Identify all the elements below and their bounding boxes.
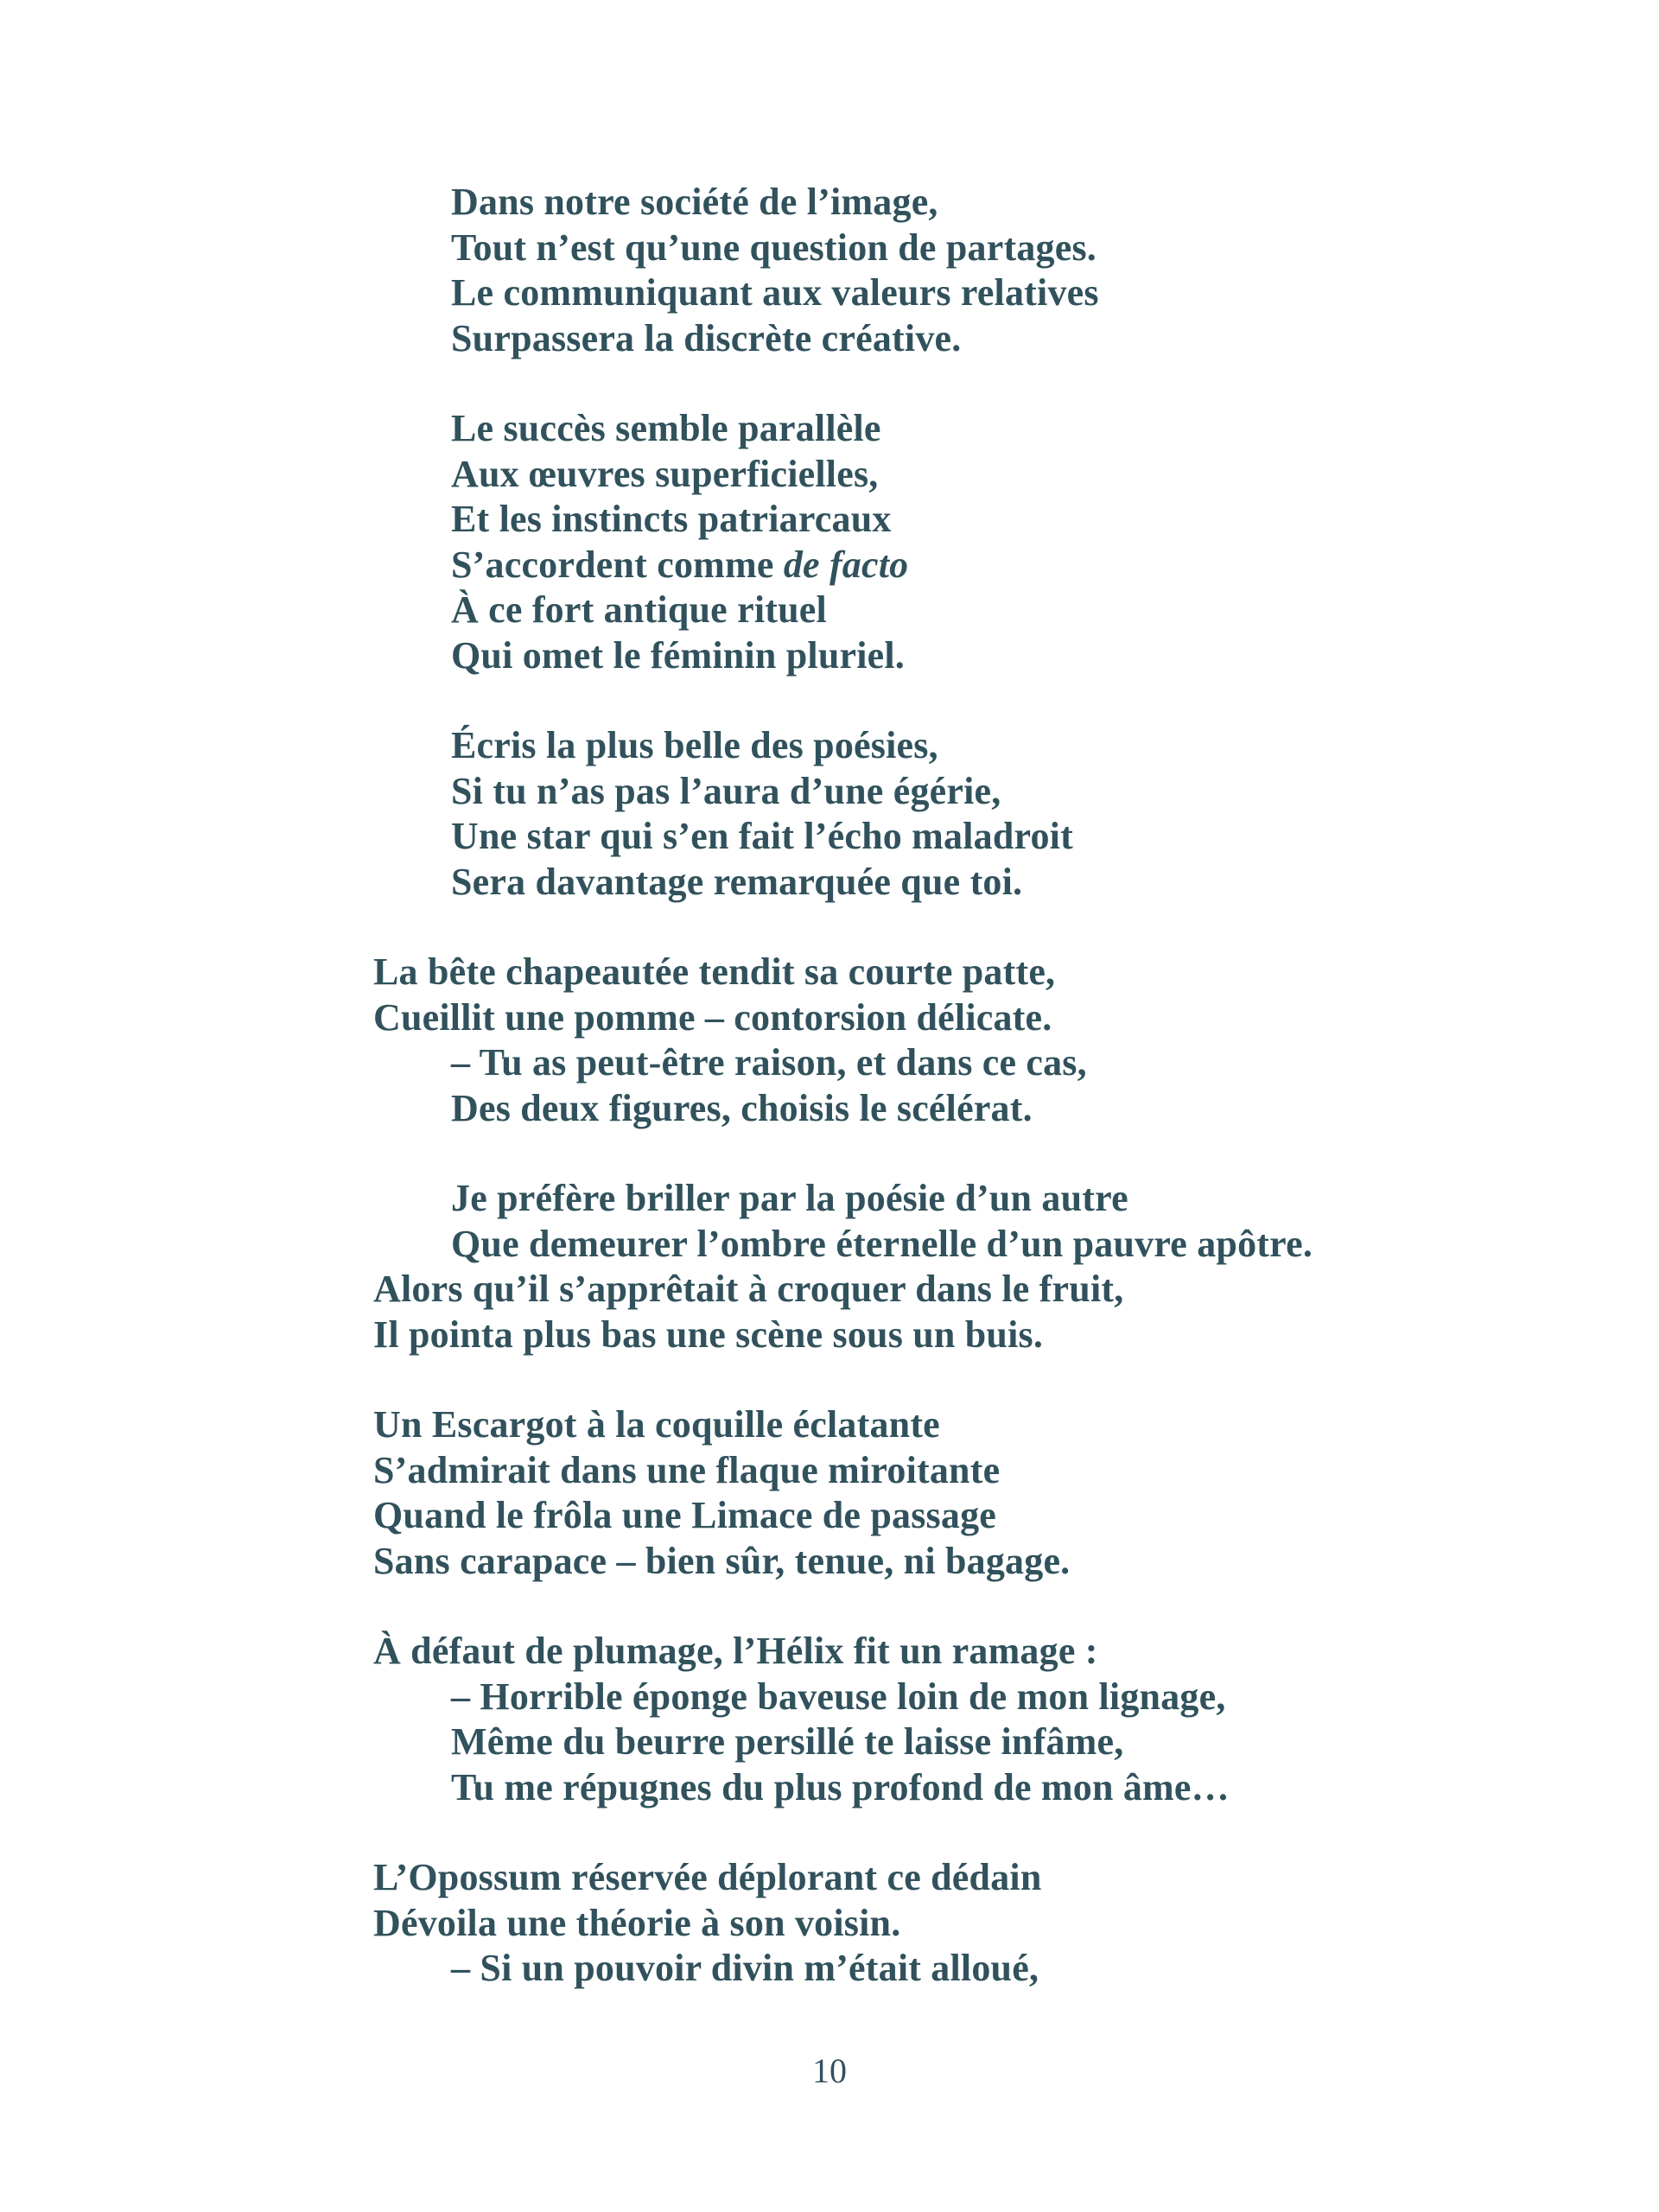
poem-line: [373, 316, 1531, 362]
poem-line-text: Il pointa plus bas une scène sous un buis.: [373, 1313, 1044, 1356]
poem-line-text: Alors qu’il s’apprêtait à croquer dans le fruit,: [373, 1268, 1124, 1310]
stanza: [373, 180, 1531, 361]
stanza: [373, 1176, 1531, 1357]
poem-line: [373, 1086, 1531, 1132]
poem-line: [373, 860, 1531, 906]
poem-line: [373, 452, 1531, 498]
poem-line-text: Qui omet le féminin pluriel.: [451, 633, 906, 677]
poem-line-italic: de facto: [783, 543, 909, 586]
poem-line: [373, 1719, 1531, 1765]
poem-line-text: Cueillit une pomme – contorsion délicate.: [373, 995, 1052, 1039]
poem-line-text: Sans carapace – bien sûr, tenue, ni bagage.: [373, 1539, 1071, 1582]
poem-line-text: Un Escargot à la coquille éclatante: [373, 1403, 940, 1446]
poem-line: [373, 723, 1531, 769]
poem-line: [373, 814, 1531, 860]
poem-line-text: Que demeurer l’ombre éternelle d’un pauvre apôtre.: [451, 1222, 1313, 1265]
poem-line-text: – Horrible éponge baveuse loin de mon lignage,: [451, 1675, 1226, 1718]
poem-line-text: Écris la plus belle des poésies,: [451, 724, 938, 766]
poem-line-text: La bête chapeautée tendit sa courte patte,: [373, 950, 1056, 993]
poem-line-text: S’admirait dans une flaque miroitante: [373, 1448, 1001, 1491]
poem-line-text: Tu me répugnes du plus profond de mon âme…: [451, 1765, 1230, 1808]
poem-line-text: Et les instincts patriarcaux: [451, 498, 892, 540]
poem-line: [373, 1946, 1531, 1992]
poem-line-text: À ce fort antique rituel: [451, 588, 827, 631]
poem-line: [373, 1493, 1531, 1539]
poem-line-text: Aux œuvres superficielles,: [451, 452, 879, 495]
poem-line-text: Je préfère briller par la poésie d’un autre: [451, 1177, 1128, 1219]
poem-line: [373, 270, 1531, 316]
poem-line-text: À défaut de plumage, l’Hélix fit un ramage :: [373, 1630, 1098, 1672]
poem-line: [373, 180, 1531, 226]
poem-line: [373, 1629, 1531, 1675]
stanza: [373, 1402, 1531, 1584]
poem-line: [373, 1176, 1531, 1222]
stanza: [373, 1629, 1531, 1810]
poem-line: [373, 543, 1531, 588]
poem-line-text: Dans notre société de l’image,: [451, 181, 938, 223]
poem-line: [373, 1675, 1531, 1720]
stanza: [373, 406, 1531, 678]
poem-line: [373, 1402, 1531, 1448]
poem-line-text: Une star qui s’en fait l’écho maladroit: [451, 815, 1073, 857]
poem-line: [373, 497, 1531, 543]
poem-line: [373, 950, 1531, 995]
poem-line: [373, 1901, 1531, 1947]
poem-line-text: Quand le frôla une Limace de passage: [373, 1494, 996, 1536]
poem-text: [373, 180, 1531, 2037]
poem-line: [373, 1267, 1531, 1313]
poem-line-text: Le communiquant aux valeurs relatives: [451, 271, 1099, 314]
poem-line-text: Dévoila une théorie à son voisin.: [373, 1901, 901, 1944]
stanza: [373, 723, 1531, 905]
poem-line-text: Sera davantage remarquée que toi.: [451, 860, 1023, 903]
poem-line: [373, 588, 1531, 633]
poem-line-text: Le succès semble parallèle: [451, 407, 881, 449]
poem-line: [373, 406, 1531, 452]
poem-line: [373, 1539, 1531, 1585]
stanza: [373, 950, 1531, 1131]
poem-line: [373, 1855, 1531, 1901]
poem-line-text: S’accordent comme: [451, 543, 784, 586]
poem-line: [373, 1222, 1531, 1268]
page-number: 10: [812, 2051, 847, 2090]
poem-line: [373, 769, 1531, 815]
poem-line-text: – Si un pouvoir divin m’était alloué,: [451, 1947, 1039, 1989]
poem-line-text: – Tu as peut-être raison, et dans ce cas,: [451, 1041, 1087, 1084]
poem-line-text: L’Opossum réservée déplorant ce dédain: [373, 1856, 1042, 1898]
poem-line: [373, 633, 1531, 679]
poem-line-text: Tout n’est qu’une question de partages.: [451, 226, 1096, 269]
poem-line-text: Des deux figures, choisis le scélérat.: [451, 1086, 1033, 1129]
poem-line: [373, 1765, 1531, 1811]
poem-line: [373, 995, 1531, 1041]
poem-line-text: Surpassera la discrète créative.: [451, 316, 962, 359]
poem-line-text: Même du beurre persillé te laisse infâme,: [451, 1720, 1124, 1763]
poem-line: [373, 226, 1531, 271]
poem-line: [373, 1040, 1531, 1086]
poem-line-text: Si tu n’as pas l’aura d’une égérie,: [451, 769, 1001, 812]
poem-line: [373, 1313, 1531, 1358]
poem-line: [373, 1448, 1531, 1494]
stanza: [373, 1855, 1531, 1992]
